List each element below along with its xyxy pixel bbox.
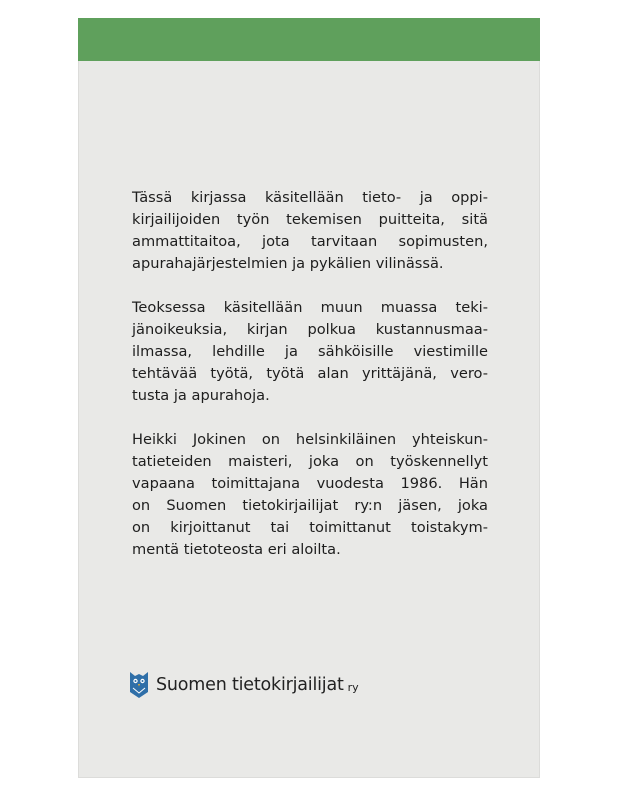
paragraph-author: [132, 429, 488, 561]
green-top-band: [78, 18, 540, 61]
text-line: Tässä kirjassa käsitellään tieto- ja oppi-: [132, 189, 488, 206]
publisher-logo: [130, 668, 359, 702]
text-line: on Suomen tietokirjailijat ry:n jäsen, joka: [132, 497, 488, 514]
text-line: vapaana toimittajana vuodesta 1986. Hän: [132, 475, 488, 492]
text-line: tatieteiden maisteri, joka on työskennellyt: [132, 453, 488, 470]
text-line: Heikki Jokinen on helsinkiläinen yhteiskun-: [132, 431, 488, 448]
text-line: ilmassa, lehdille ja sähköisille viestimille: [132, 343, 488, 360]
text-line: jänoikeuksia, kirjan polkua kustannusmaa-: [132, 321, 488, 338]
text-line: ammattitaitoa, jota tarvitaan sopimusten,: [132, 233, 488, 250]
owl-icon: [130, 672, 148, 698]
text-line: tehtävää työtä, työtä alan yrittäjänä, vero-: [132, 365, 488, 382]
text-line: on kirjoittanut tai toimittanut toistakym-: [132, 519, 488, 536]
book-back-cover: [78, 18, 540, 778]
blurb-text: [132, 187, 488, 583]
publisher-suffix: ry: [347, 680, 359, 694]
text-line: apurahajärjestelmien ja pykälien vilinässä.: [132, 255, 444, 272]
paragraph-contents: [132, 297, 488, 407]
text-line: tusta ja apurahoja.: [132, 387, 270, 404]
publisher-name: Suomen tietokirjailijat: [156, 675, 344, 695]
text-line: mentä tietoteosta eri aloilta.: [132, 541, 341, 558]
text-line: kirjailijoiden työn tekemisen puitteita, sitä: [132, 211, 488, 228]
text-line: Teoksessa käsitellään muun muassa teki-: [132, 299, 488, 316]
paragraph-intro: [132, 187, 488, 275]
